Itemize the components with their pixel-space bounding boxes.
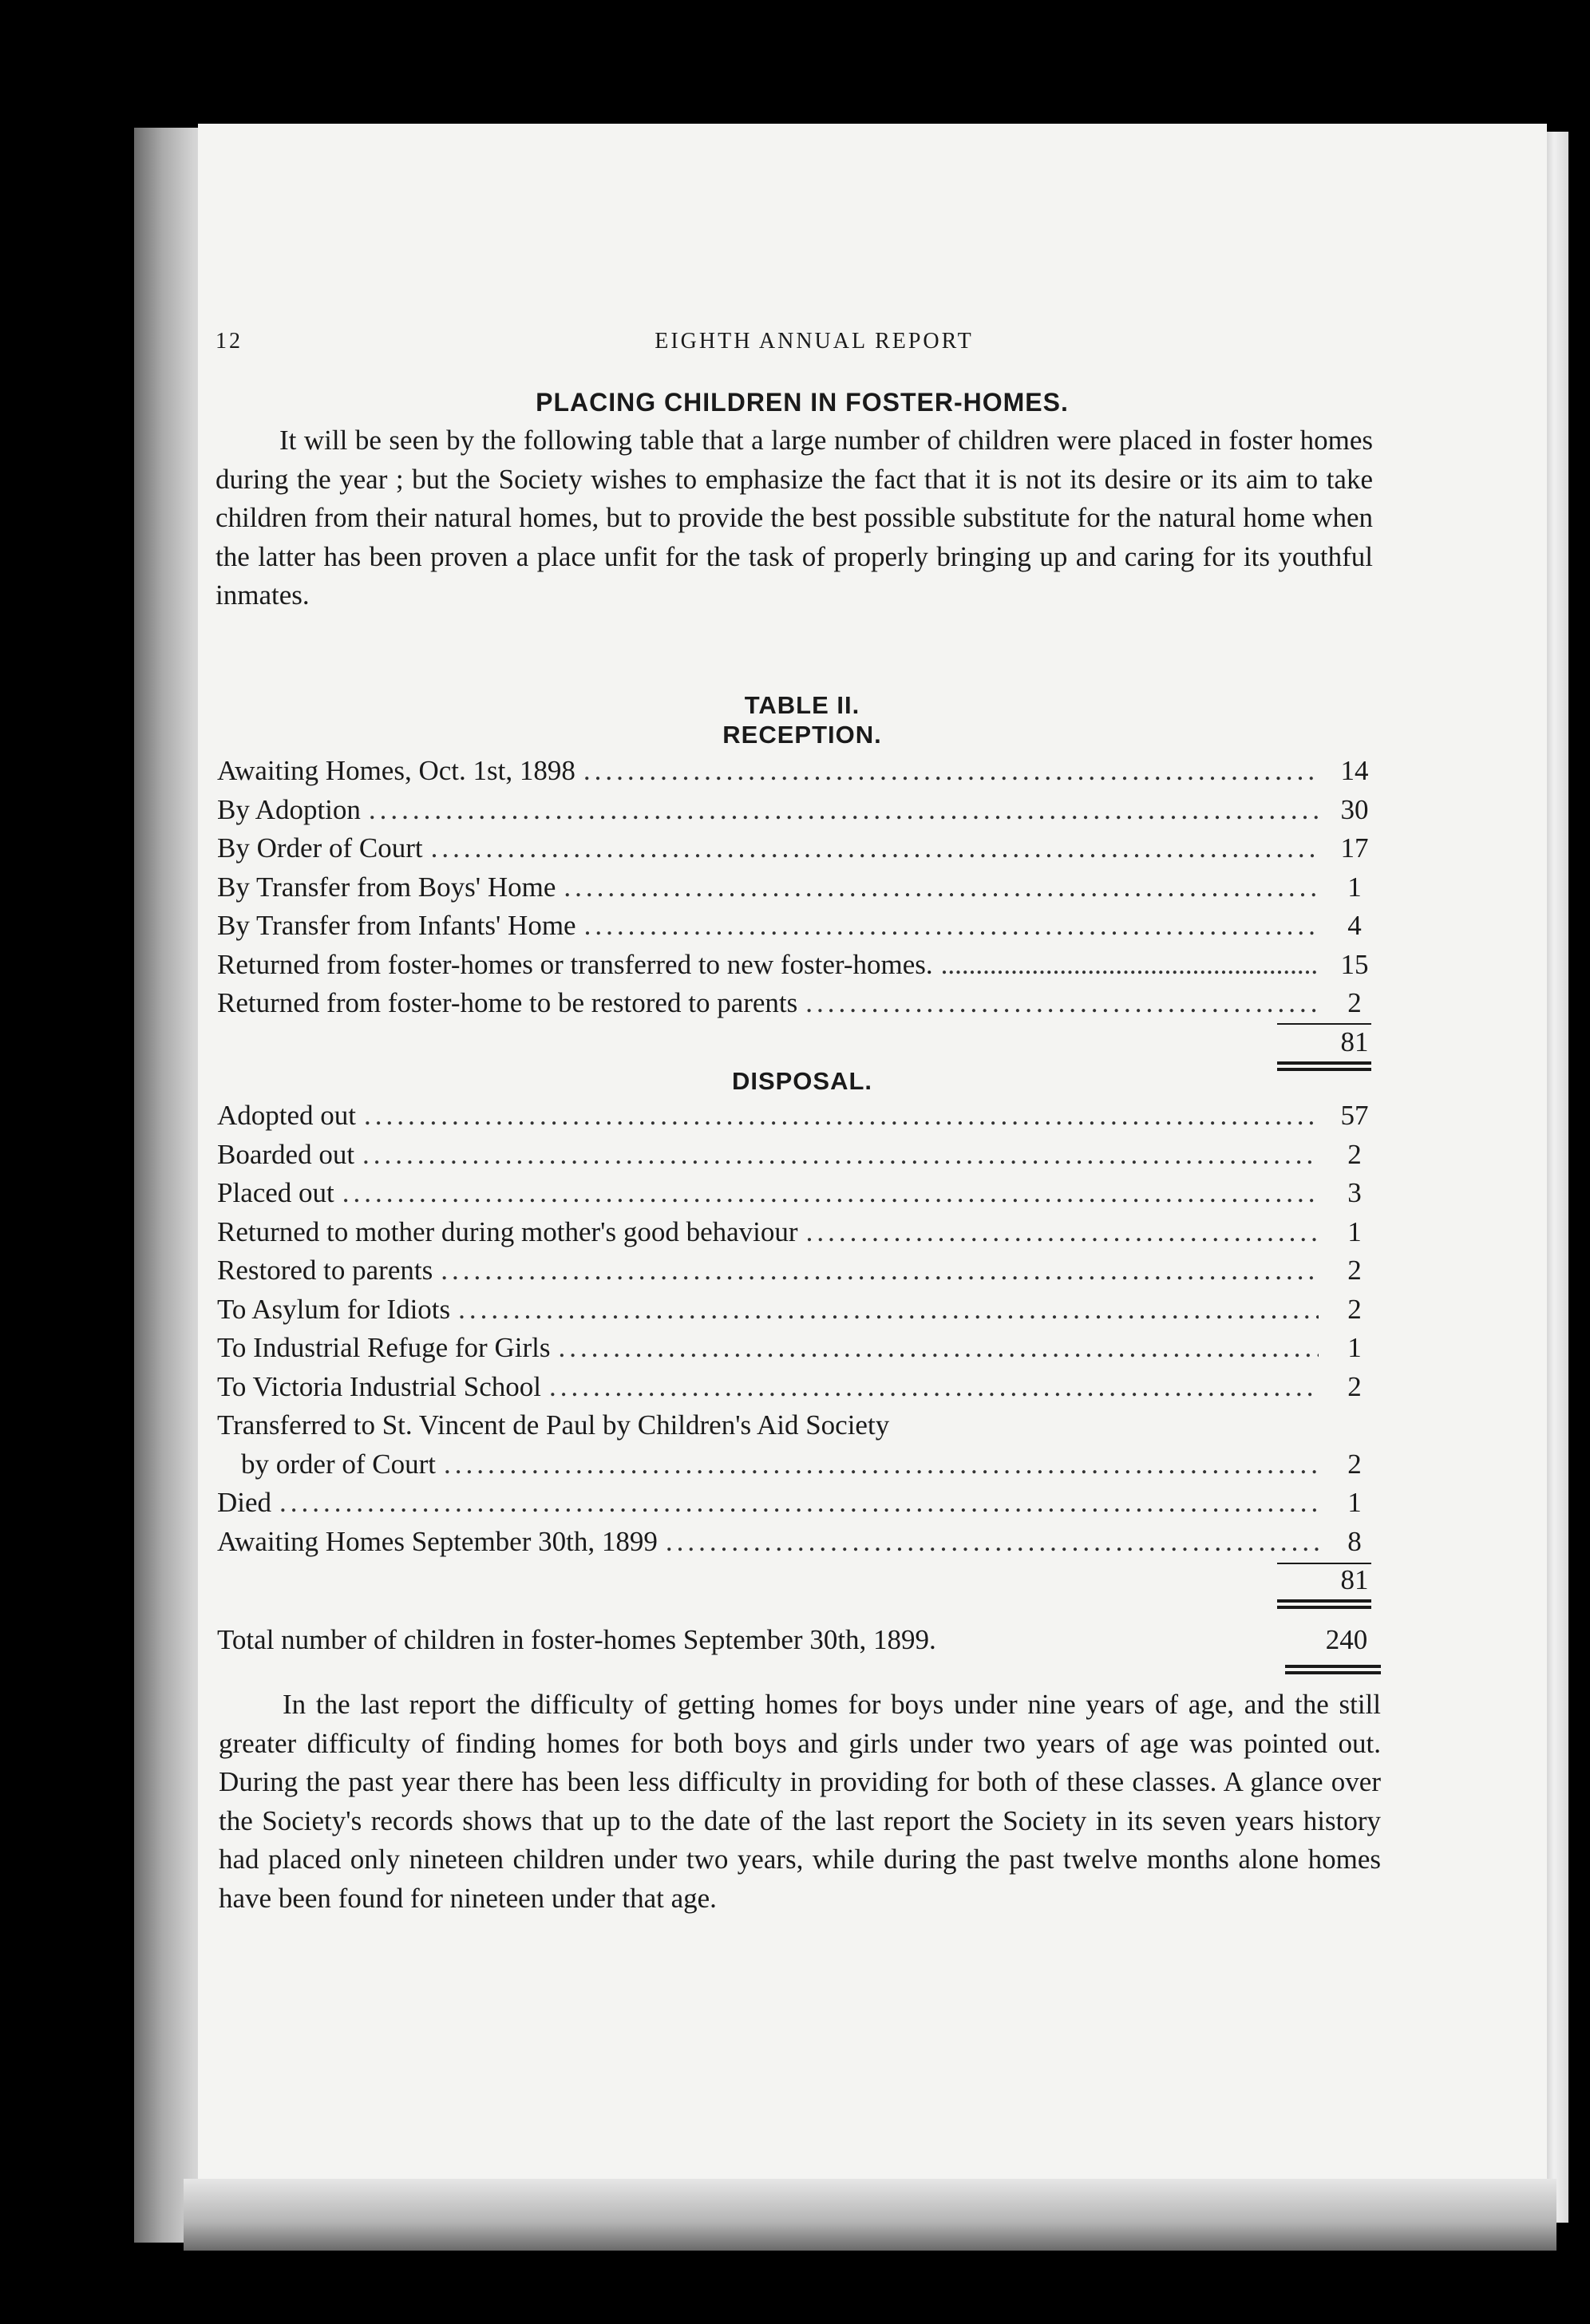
leader-dots bbox=[279, 1484, 1319, 1523]
row-label: By Adoption bbox=[217, 793, 361, 825]
table-row bbox=[217, 791, 1382, 830]
total-row bbox=[217, 1023, 1382, 1062]
row-value: 2 bbox=[1347, 1293, 1362, 1325]
table-row bbox=[217, 1174, 1382, 1213]
table-row bbox=[217, 1251, 1382, 1290]
page-bottom-shadow bbox=[184, 2179, 1556, 2251]
row-label: Died bbox=[217, 1487, 272, 1518]
double-rule bbox=[1285, 1671, 1381, 1674]
row-label: Returned to mother during mother's good behaviour bbox=[217, 1215, 798, 1247]
row-label: Placed out bbox=[217, 1177, 334, 1208]
leader-dots bbox=[564, 868, 1319, 907]
leader-dots bbox=[558, 1329, 1319, 1368]
leader-dots bbox=[441, 1251, 1319, 1290]
leader-dots bbox=[805, 984, 1319, 1023]
leader-dots bbox=[458, 1290, 1319, 1330]
row-value: 2 bbox=[1347, 1370, 1362, 1402]
reception-table bbox=[217, 752, 1382, 1061]
row-value: 14 bbox=[1340, 755, 1369, 786]
row-label: Returned from foster-home to be restored to parents bbox=[217, 987, 798, 1018]
page-number: 12 bbox=[216, 329, 243, 354]
row-label: By Transfer from Boys' Home bbox=[217, 871, 556, 903]
row-label: Transferred to St. Vincent de Paul by Children's Aid Society bbox=[217, 1409, 890, 1441]
row-label: Restored to parents bbox=[217, 1255, 433, 1286]
reception-heading: RECEPTION. bbox=[722, 721, 882, 749]
table-row bbox=[217, 1329, 1382, 1368]
row-label: By Order of Court bbox=[217, 832, 423, 864]
double-rule bbox=[1277, 1599, 1371, 1603]
row-value: 2 bbox=[1347, 1255, 1362, 1286]
row-value: 30 bbox=[1340, 793, 1369, 825]
table-row bbox=[217, 829, 1382, 868]
closing-text: In the last report the difficulty of getting homes for boys under nine years of age, and the still greater difficulty of finding homes for both boys and girls under two years of age was pointed out. During the past year there has been less difficulty in providing for both of these classes. A glance over the Society's records shows that up to the date of the last report the Society in its seven years history had placed only nineteen children under two years, while during the past twelve months alone homes have been found for nineteen under that age. bbox=[219, 1689, 1381, 1914]
row-value: 1 bbox=[1347, 1332, 1362, 1363]
closing-paragraph bbox=[219, 1686, 1381, 1918]
row-label: Boarded out bbox=[217, 1138, 355, 1170]
leader-dots bbox=[362, 1136, 1319, 1175]
row-value: 15 bbox=[1340, 948, 1369, 980]
total-row bbox=[217, 1561, 1382, 1600]
leader-dots bbox=[806, 1213, 1319, 1252]
table-row bbox=[217, 907, 1382, 946]
leader-dots bbox=[941, 946, 1319, 985]
leader-dots bbox=[369, 791, 1319, 830]
double-rule bbox=[1277, 1061, 1371, 1065]
row-value: 2 bbox=[1347, 987, 1362, 1018]
double-rule bbox=[1277, 1606, 1371, 1609]
row-label: Returned from foster-homes or transferred to new foster-homes. bbox=[217, 948, 933, 980]
row-value: 2 bbox=[1347, 1138, 1362, 1170]
table-row bbox=[217, 1136, 1382, 1175]
grand-total-value: 240 bbox=[1325, 1624, 1368, 1655]
row-value: 57 bbox=[1340, 1100, 1369, 1131]
table-row bbox=[217, 1406, 1382, 1445]
leader-dots bbox=[666, 1523, 1319, 1562]
row-value: 1 bbox=[1347, 1215, 1362, 1247]
table-title: TABLE II. bbox=[744, 691, 860, 719]
table-row bbox=[217, 1368, 1382, 1407]
facing-page-edge bbox=[1545, 132, 1568, 2223]
leader-dots bbox=[444, 1445, 1319, 1484]
disposal-heading: DISPOSAL. bbox=[731, 1067, 873, 1095]
grand-total bbox=[217, 1621, 1382, 1660]
intro-paragraph bbox=[216, 421, 1373, 615]
disposal-table bbox=[217, 1097, 1382, 1600]
row-label: To Victoria Industrial School bbox=[217, 1370, 541, 1402]
row-value: 1 bbox=[1347, 1487, 1362, 1518]
row-label: To Asylum for Idiots bbox=[217, 1293, 451, 1325]
table-row bbox=[217, 946, 1382, 985]
table-row bbox=[217, 752, 1382, 791]
leader-dots bbox=[583, 752, 1319, 791]
sum-rule bbox=[1277, 1023, 1371, 1025]
table-row bbox=[217, 1097, 1382, 1136]
table-row bbox=[217, 984, 1382, 1023]
table-row bbox=[217, 1484, 1382, 1523]
row-label: Awaiting Homes, Oct. 1st, 1898 bbox=[217, 755, 575, 786]
double-rule bbox=[1285, 1665, 1381, 1668]
row-value: 17 bbox=[1340, 832, 1369, 864]
leader-dots bbox=[342, 1174, 1319, 1213]
section-heading: PLACING CHILDREN IN FOSTER-HOMES. bbox=[536, 388, 1069, 417]
grand-total-label: Total number of children in foster-homes September 30th, 1899. bbox=[217, 1624, 936, 1655]
grand-total-row bbox=[217, 1621, 1382, 1660]
running-head bbox=[216, 329, 1389, 361]
table-row bbox=[217, 868, 1382, 907]
row-value: 3 bbox=[1347, 1177, 1362, 1208]
row-label: By Transfer from Infants' Home bbox=[217, 910, 576, 941]
intro-text: It will be seen by the following table that a large number of children were placed in foster homes during the year ; but the Society wishes to emphasize the fact that it is not its desire or its aim to take children from their natural homes, but to provide the best possible substitute for the natural home when the latter has been proven a place unfit for the task of properly bringing up and caring for its youthful inmates. bbox=[216, 425, 1373, 611]
row-label: Adopted out bbox=[217, 1100, 357, 1131]
leader-dots bbox=[431, 829, 1319, 868]
leader-dots bbox=[584, 907, 1319, 946]
table-row bbox=[217, 1523, 1382, 1562]
row-label: by order of Court bbox=[241, 1448, 436, 1480]
disposal-total: 81 bbox=[1340, 1564, 1369, 1595]
leader-dots bbox=[364, 1097, 1319, 1136]
row-value: 8 bbox=[1347, 1525, 1362, 1557]
reception-total: 81 bbox=[1340, 1026, 1369, 1057]
row-label: To Industrial Refuge for Girls bbox=[217, 1332, 551, 1363]
table-row bbox=[217, 1213, 1382, 1252]
table-row bbox=[217, 1445, 1382, 1484]
row-value: 2 bbox=[1347, 1448, 1362, 1480]
row-value: 4 bbox=[1347, 910, 1362, 941]
sum-rule bbox=[1277, 1563, 1371, 1564]
row-value: 1 bbox=[1347, 871, 1362, 903]
leader-dots bbox=[549, 1368, 1319, 1407]
table-row bbox=[217, 1290, 1382, 1330]
report-title: EIGHTH ANNUAL REPORT bbox=[655, 329, 974, 354]
row-label: Awaiting Homes September 30th, 1899 bbox=[217, 1525, 658, 1557]
